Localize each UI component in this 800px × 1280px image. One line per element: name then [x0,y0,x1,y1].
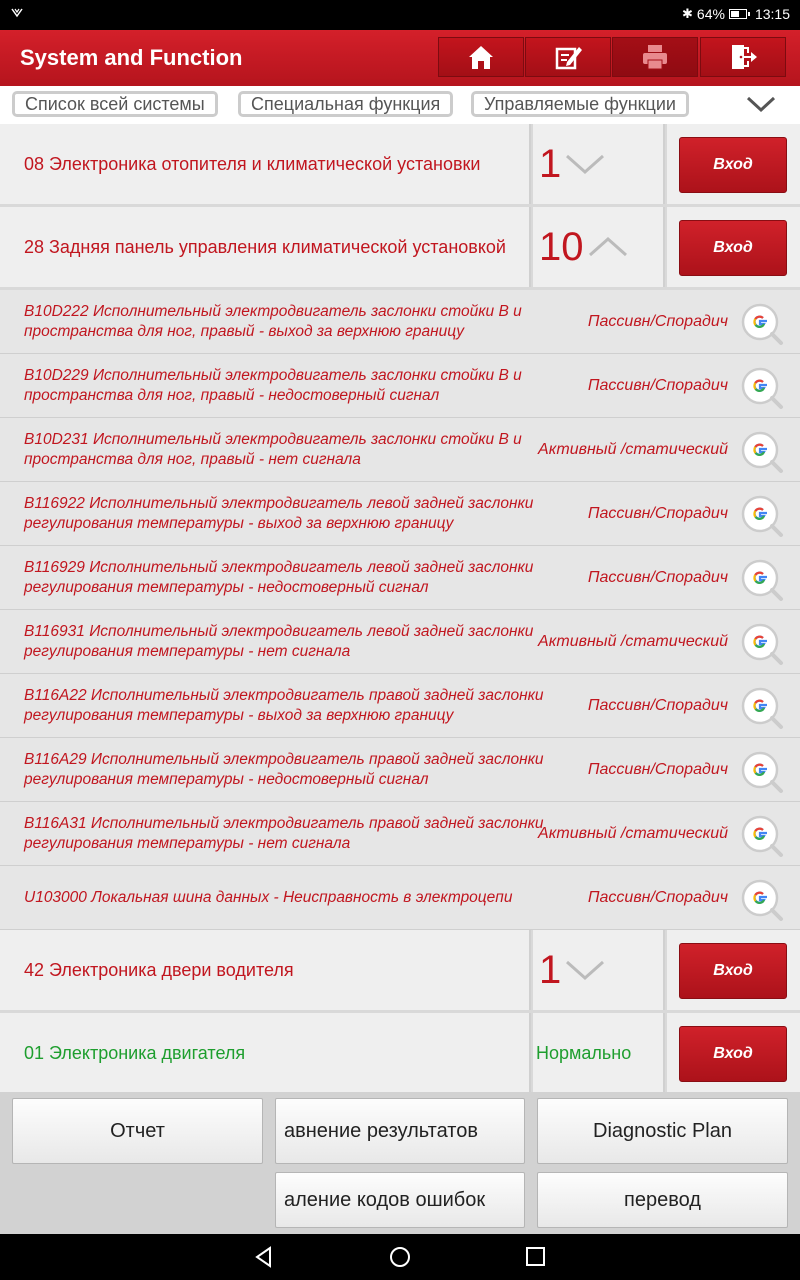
clock: 13:15 [754,6,790,22]
dtc-description: B116922 Исполнительный электродвигатель левой задней заслонки регулирования температуры - выход за верхнюю границу [24,495,534,532]
google-search-icon[interactable] [740,366,784,410]
dtc-status: Пассивн/Спорадич [587,889,728,906]
dtc-row [0,482,800,546]
home-icon [466,42,496,72]
tab-strip [0,86,800,124]
tab-special-function[interactable]: Специальная функция [238,91,453,117]
dtc-description: U103000 Локальная шина данных - Неисправность в электроцепи [24,889,513,906]
app-header [0,30,800,86]
fault-count-value: 10 [539,224,584,269]
tab-all-systems[interactable]: Список всей системы [12,91,218,117]
recents-icon[interactable] [525,1246,547,1268]
dtc-row [0,802,800,866]
fault-count-value: 1 [539,947,562,992]
dtc-row [0,738,800,802]
fault-count-value: 1 [539,141,562,186]
enter-button[interactable]: Вход [679,220,787,276]
dtc-description: B116A31 Исполнительный электродвигатель правой задней заслонки регулирования температуры - нет сигнала [24,815,544,852]
system-row [0,207,800,287]
system-list [0,124,800,1092]
dtc-status: Пассивн/Спорадич [587,377,728,394]
chevron-up-icon [588,235,628,259]
chevron-down-icon [565,152,605,176]
system-row [0,930,800,1010]
home-button[interactable] [438,37,524,77]
status-bar [0,0,800,30]
google-search-icon[interactable] [740,814,784,858]
dtc-row [0,290,800,354]
navigation-bar [0,1234,800,1280]
google-search-icon[interactable] [740,494,784,538]
dtc-row [0,354,800,418]
edit-icon [553,42,583,72]
print-button[interactable] [612,37,698,77]
dtc-row [0,418,800,482]
bottom-toolbar [0,1092,800,1234]
battery-icon [729,9,747,19]
exit-button[interactable] [700,37,786,77]
fault-count[interactable] [533,207,665,287]
enter-button[interactable]: Вход [679,137,787,193]
dtc-description: B116A22 Исполнительный электродвигатель правой задней заслонки регулирования температуры - выход за верхнюю границу [24,687,544,724]
google-search-icon[interactable] [740,878,784,922]
system-name[interactable]: 42 Электроника двери водителя [0,930,531,1010]
system-name[interactable]: 28 Задняя панель управления климатической установкой [0,207,531,287]
google-search-icon[interactable] [740,750,784,794]
enter-button[interactable]: Вход [679,943,787,999]
translate-button[interactable]: перевод [537,1172,788,1228]
enter-button[interactable]: Вход [679,1026,787,1082]
google-search-icon[interactable] [740,302,784,346]
dtc-status: Активный /статический [538,441,728,458]
google-search-icon[interactable] [740,686,784,730]
fault-count[interactable] [533,930,665,1010]
diagnostic-plan-button[interactable]: Diagnostic Plan [537,1098,788,1164]
dtc-status: Пассивн/Спорадич [587,313,728,330]
chevron-down-icon[interactable] [744,90,778,116]
dtc-row [0,546,800,610]
dtc-description: B10D222 Исполнительный электродвигатель заслонки стойки В и пространства для ног, правый - выход за верхнюю границу [24,303,522,340]
dtc-status: Пассивн/Спорадич [587,569,728,586]
system-name[interactable]: 08 Электроника отопителя и климатической установки [0,124,531,204]
dtc-description: B10D229 Исполнительный электродвигатель заслонки стойки В и пространства для ног, правый - недостоверный сигнал [24,367,522,404]
exit-icon [728,42,758,72]
back-icon[interactable] [253,1246,275,1268]
dtc-description: B10D231 Исполнительный электродвигатель заслонки стойки В и пространства для ног, правый - нет сигнала [24,431,522,468]
dtc-status: Активный /статический [538,633,728,650]
edit-button[interactable] [525,37,611,77]
page-title: System and Function [20,45,243,70]
dtc-status: Активный /статический [538,825,728,842]
clear-codes-button[interactable]: аление кодов ошибок [275,1172,525,1228]
battery-percent: 64% [696,6,725,22]
compare-results-button[interactable]: авнение результатов [275,1098,525,1164]
system-name[interactable]: 01 Электроника двигателя [0,1013,531,1092]
dtc-description: B116A29 Исполнительный электродвигатель правой задней заслонки регулирования температуры - недостоверный сигнал [24,751,544,788]
dtc-row [0,674,800,738]
notification-icon [10,6,24,20]
system-row [0,1013,800,1092]
dtc-row [0,610,800,674]
dtc-status: Пассивн/Спорадич [587,761,728,778]
home-nav-icon[interactable] [389,1246,411,1268]
chevron-down-icon [565,958,605,982]
system-row [0,124,800,204]
dtc-description: B116929 Исполнительный электродвигатель левой задней заслонки регулирования температуры - недостоверный сигнал [24,559,534,596]
dtc-status: Пассивн/Спорадич [587,697,728,714]
print-icon [640,42,670,72]
dtc-status: Пассивн/Спорадич [587,505,728,522]
google-search-icon[interactable] [740,622,784,666]
dtc-description: B116931 Исполнительный электродвигатель левой задней заслонки регулирования температуры - нет сигнала [24,623,534,660]
dtc-row [0,866,800,930]
google-search-icon[interactable] [740,430,784,474]
tab-controlled-functions[interactable]: Управляемые функции [471,91,689,117]
bluetooth-icon: ✱ [682,6,693,21]
report-button[interactable]: Отчет [12,1098,263,1164]
fault-count[interactable] [533,124,665,204]
system-status: Нормально [533,1013,665,1092]
google-search-icon[interactable] [740,558,784,602]
